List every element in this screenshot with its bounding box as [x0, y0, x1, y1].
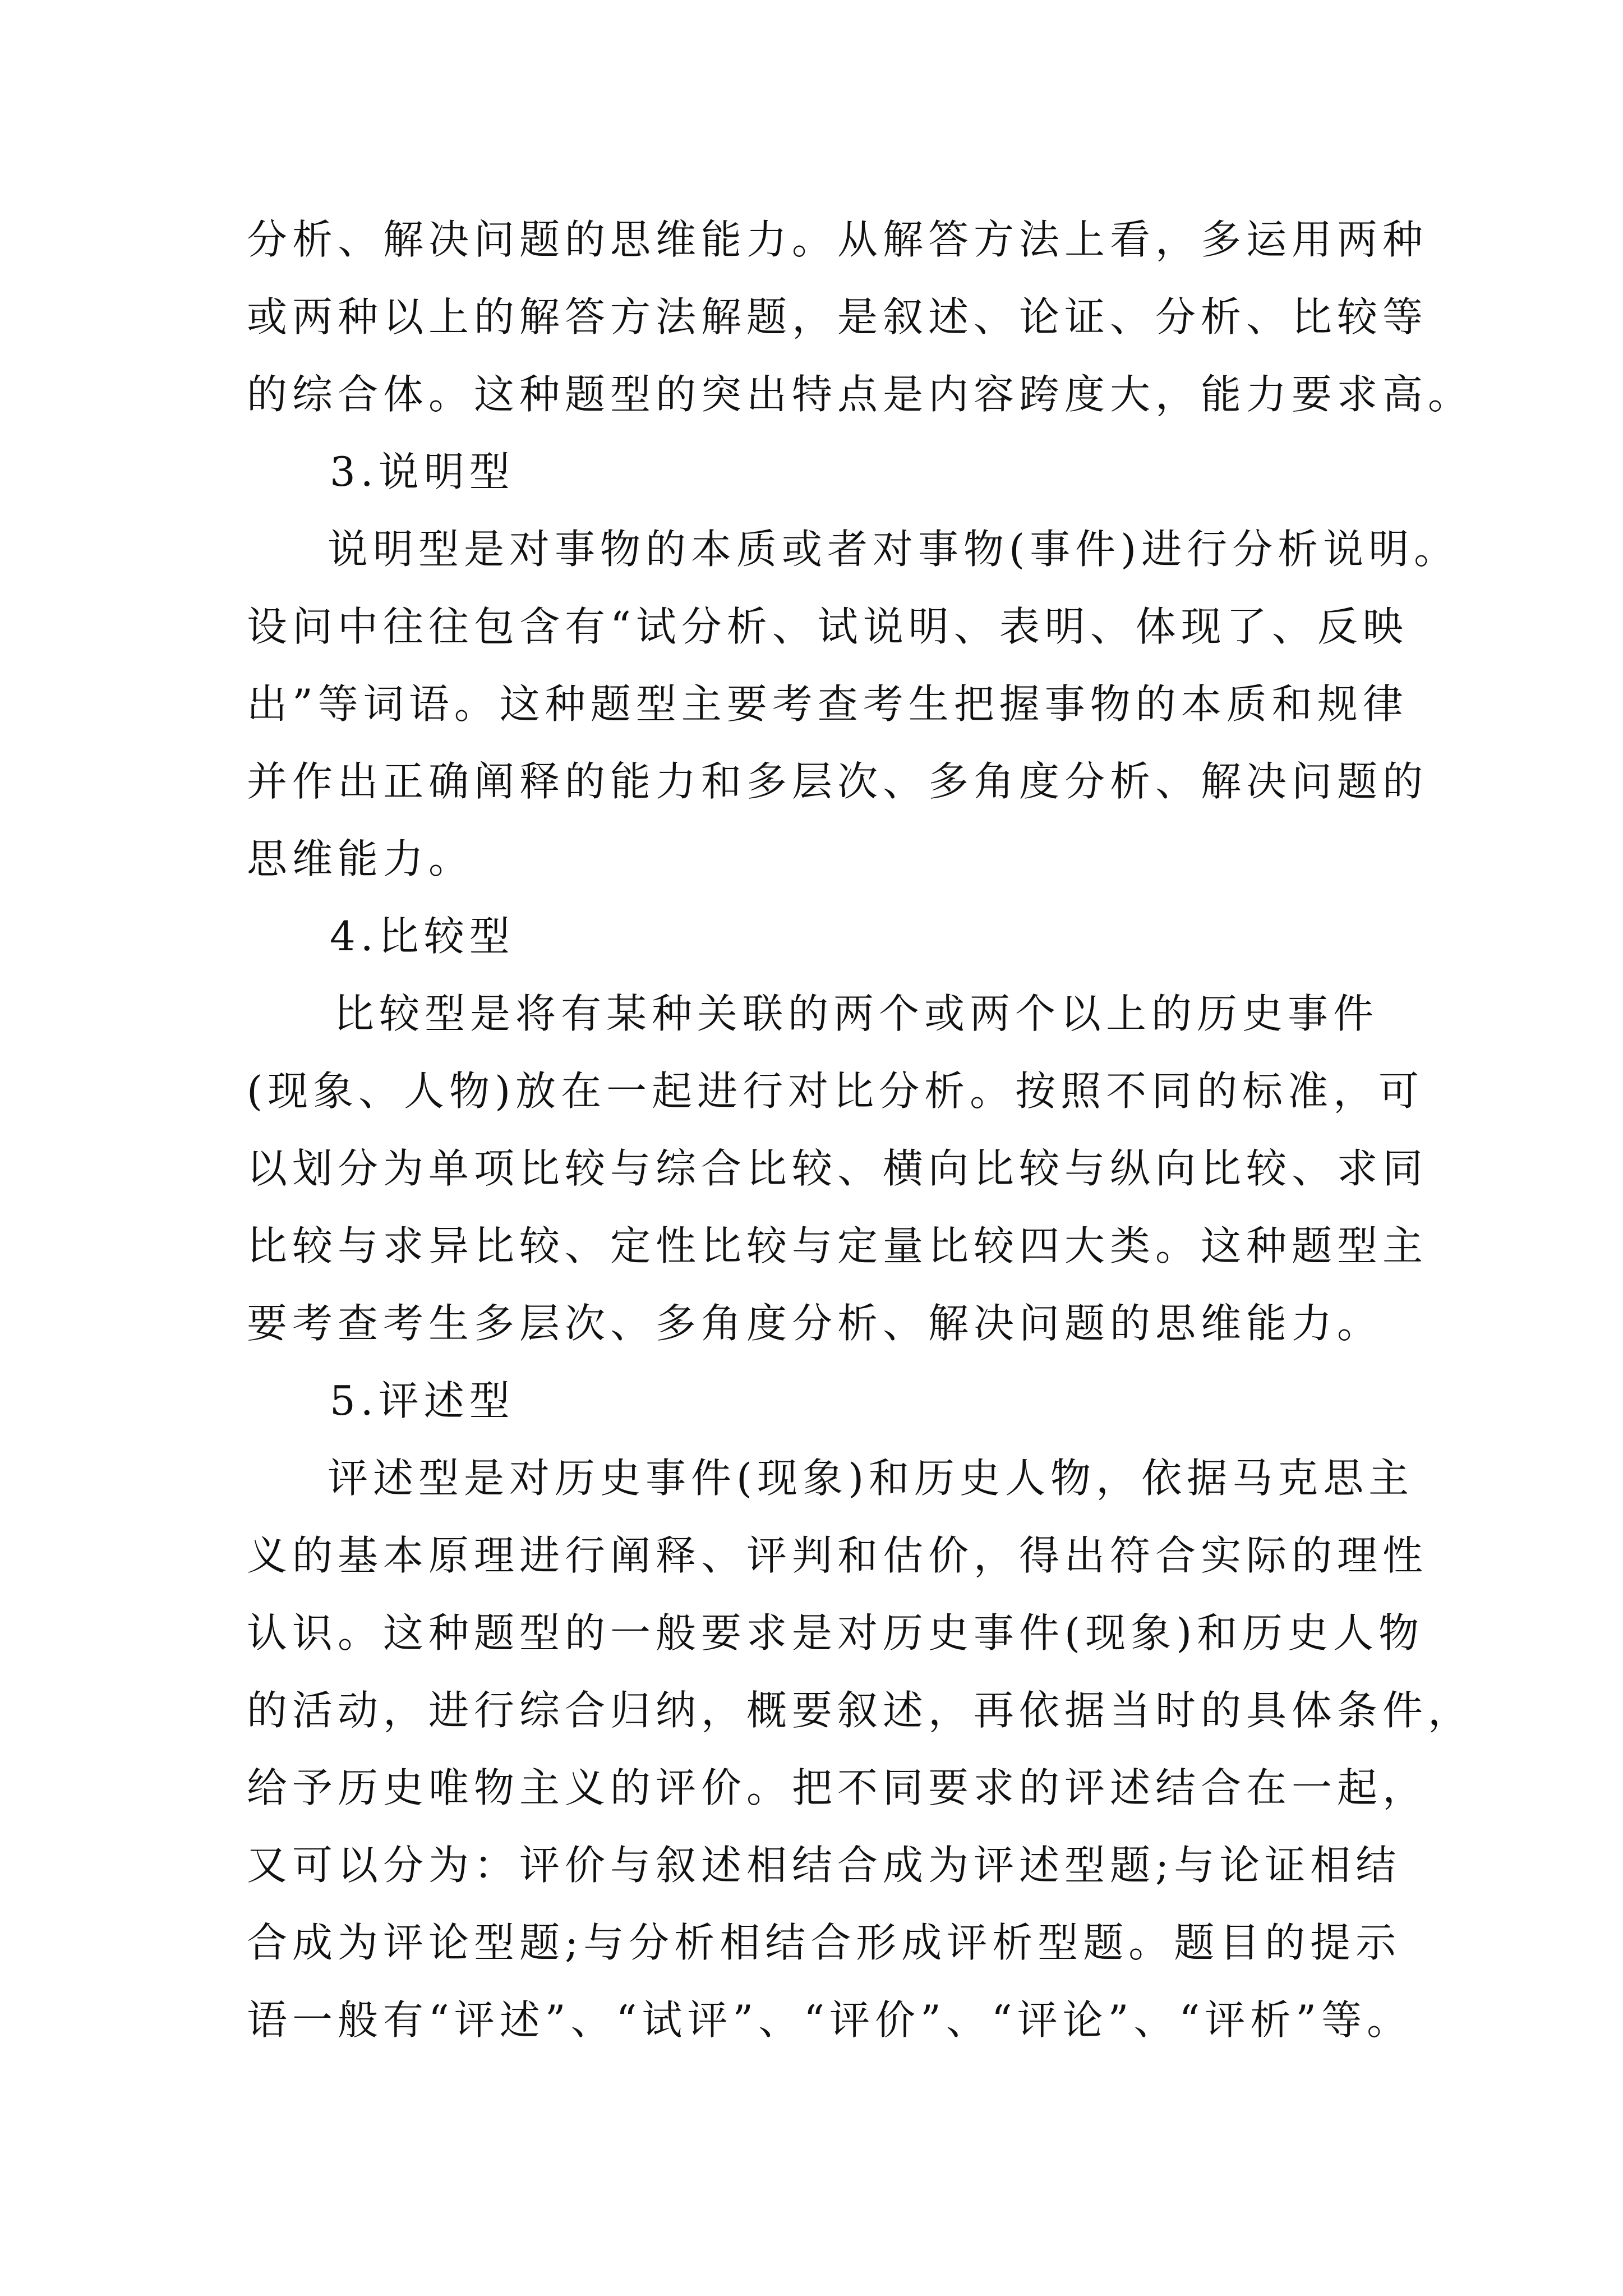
text-line: 并作出正确阐释的能力和多层次、多角度分析、解决问题的 [247, 758, 1428, 805]
text-line: 认识。这种题型的一般要求是对历史事件(现象)和历史人物 [247, 1609, 1424, 1657]
text-line: 语一般有“评述”、“试评”、“评价”、“评论”、“评析”等。 [247, 1996, 1413, 2044]
section-heading: 3.说明型 [330, 448, 515, 495]
text-line: 的综合体。这种题型的突出特点是内容跨度大，能力要求高。 [247, 371, 1474, 418]
text-line: 又可以分为：评价与叙述相结合成为评述型题;与论证相结 [247, 1842, 1401, 1889]
text-line: 比较与求异比较、定性比较与定量比较四大类。这种题型主 [247, 1222, 1428, 1269]
text-line: 分析、解决问题的思维能力。从解答方法上看，多运用两种 [247, 216, 1428, 263]
text-line: 出”等词语。这种题型主要考查考生把握事物的本质和规律 [247, 680, 1408, 728]
section-comparison [247, 898, 1428, 1362]
text-line: 或两种以上的解答方法解题，是叙述、论证、分析、比较等 [247, 293, 1428, 341]
text-line: 比较型是将有某种关联的两个或两个以上的历史事件 [334, 990, 1379, 1037]
paragraph-intro [247, 201, 1474, 433]
text-line: 给予历史唯物主义的评价。把不同要求的评述结合在一起， [247, 1764, 1428, 1811]
text-line: 的活动，进行综合归纳，概要叙述，再依据当时的具体条件， [247, 1687, 1474, 1734]
text-line: 义的基本原理进行阐释、评判和估价，得出符合实际的理性 [247, 1532, 1428, 1579]
document-body [247, 201, 1474, 2059]
text-line: 要考查考生多层次、多角度分析、解决问题的思维能力。 [247, 1300, 1383, 1347]
text-line: 说明型是对事物的本质或者对事物(事件)进行分析说明。 [328, 526, 1460, 573]
text-line: 思维能力。 [247, 835, 474, 882]
section-heading: 5.评述型 [330, 1377, 515, 1424]
text-line: (现象、人物)放在一起进行对比分析。按照不同的标准，可 [247, 1068, 1424, 1115]
text-line: 评述型是对历史事件(现象)和历史人物，依据马克思主 [328, 1455, 1414, 1502]
section-explanation [247, 433, 1460, 898]
text-line: 设问中往往包含有“试分析、试说明、表明、体现了、反映 [247, 603, 1408, 650]
text-line: 合成为评论型题;与分析相结合形成评析型题。题目的提示 [247, 1919, 1401, 1966]
section-commentary [247, 1362, 1474, 2059]
text-line: 以划分为单项比较与综合比较、横向比较与纵向比较、求同 [247, 1145, 1428, 1192]
section-heading: 4.比较型 [330, 913, 515, 960]
